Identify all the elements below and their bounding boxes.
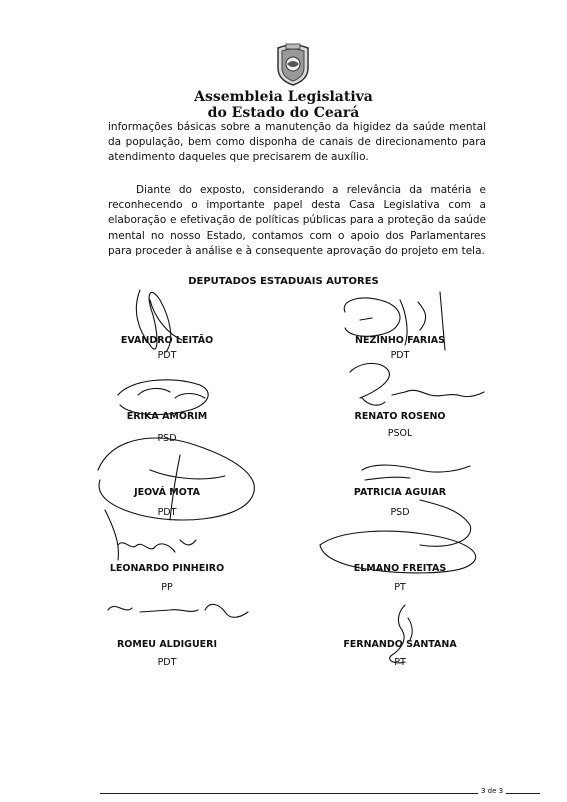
signature-scribble: [98, 438, 254, 560]
signer-party: PT: [394, 657, 406, 668]
signer-party: PDT: [157, 507, 177, 518]
signer-party: PDT: [390, 350, 410, 361]
signer-party: PSOL: [387, 428, 413, 439]
signer-party: PDT: [157, 657, 177, 668]
signer-name: NEZINHO FARIAS: [355, 335, 445, 346]
signer-party: PT: [394, 582, 406, 593]
signer-name: ELMANO FREITAS: [353, 563, 447, 574]
signer-name: EVANDRO LEITÃO: [120, 335, 214, 346]
signer-party: PP: [161, 582, 173, 593]
signer-party: PSD: [157, 433, 177, 444]
signer-name: RENATO ROSENO: [354, 411, 446, 422]
page-number: 3 de 3: [478, 787, 506, 795]
signer-name: JEOVÁ MOTA: [134, 487, 200, 498]
signer-name: LEONARDO PINHEIRO: [109, 563, 225, 574]
signature-scribble: [150, 300, 182, 340]
signature-scribble: [118, 380, 208, 415]
signature-scribble: [118, 540, 196, 552]
signer-name: ROMEU ALDIGUERI: [116, 639, 218, 650]
org-name-line1: Assembleia Legislativa: [194, 89, 373, 105]
signer-name: ÉRIKA AMORIM: [126, 411, 208, 422]
signature-scribble: [350, 363, 484, 405]
signer-name: PATRICIA AGUIAR: [353, 487, 447, 498]
signature-scribble: [362, 465, 471, 546]
signature-scribble: [390, 605, 413, 663]
footer-rule: [100, 793, 540, 794]
signer-party: PDT: [157, 350, 177, 361]
signer-name: FERNANDO SANTANA: [343, 639, 457, 650]
signatures-heading: DEPUTADOS ESTADUAIS AUTORES: [188, 276, 379, 287]
org-name-line2: do Estado do Ceará: [207, 105, 360, 121]
signer-party: PSD: [390, 507, 410, 518]
body-paragraph-2: Diante do exposto, considerando a relevância da matéria e reconhecendo o importante papel desta Casa Legislativa com a elaboração e efetivação de políticas públicas para a proteção da saúde mental no nosso Estado, contamos com o apoio dos Parlamentares para proceder à análise e à consequente aprovação do projeto em tela.: [108, 184, 486, 257]
signature-scribble: [108, 604, 248, 617]
body-paragraph-1: informações básicas sobre a manutenção da higidez da saúde mental da população, bem como disponha de canais de direcionamento para atendimento daqueles que precisarem de auxílio.: [108, 121, 486, 164]
coat-of-arms-icon: [272, 42, 314, 86]
